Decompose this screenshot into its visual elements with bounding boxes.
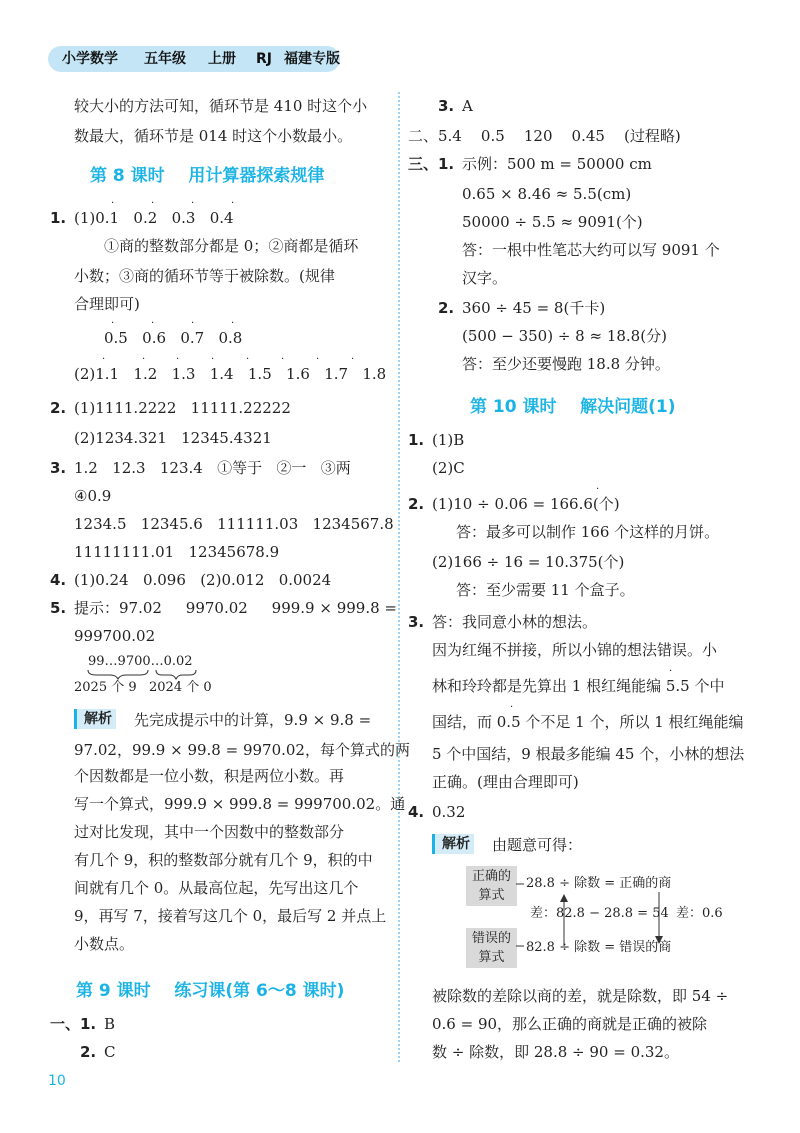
right-q3-number: 3.	[438, 97, 455, 115]
analysis-intro: 由题意可得：	[492, 836, 583, 854]
lesson-8-title: 第 8 课时 用计算器探索规律	[90, 166, 325, 186]
analysis-line-9: 小数点。	[74, 935, 135, 953]
q1-line-3: 小数；③商的循环节等于被除数。(规律	[74, 267, 335, 285]
q3-number: 3.	[50, 459, 67, 477]
q2-line-1: (1)1111.2222 11111.22222	[74, 399, 291, 417]
q2-number: 2.	[50, 399, 67, 417]
part1-number-2: 2.	[80, 1043, 97, 1061]
recurring-dot: ·	[191, 198, 195, 209]
header-region: 福建专版	[284, 51, 340, 67]
part3-q2-line-2: (500 − 350) ÷ 8 ≈ 18.8(分)	[462, 327, 667, 345]
q3-line-1: 1.2 12.3 123.4 ①等于 ②一 ③两	[74, 459, 351, 477]
correct-equation: 28.8 ÷ 除数 = 正确的商	[526, 876, 672, 891]
part3-number-2: 2.	[438, 299, 455, 317]
r3-number: 3.	[408, 613, 425, 631]
r4-number: 4.	[408, 803, 425, 821]
q1-number: 1.	[50, 209, 67, 227]
intro-line-2: 数最大，循环节是 014 时这个小数最小。	[74, 127, 353, 145]
analysis-line-1: 先完成提示中的计算，9.9 × 9.8 =	[134, 711, 372, 729]
brace-nines	[88, 670, 148, 679]
analysis-line-4: 写一个算式，999.9 × 999.8 = 999700.02。通	[74, 795, 406, 813]
part3-q2-line-1: 360 ÷ 45 = 8(千卡)	[462, 299, 606, 317]
q4-line: (1)0.24 0.096 (2)0.012 0.0024	[74, 571, 332, 589]
recurring-dot: ·	[191, 318, 195, 329]
r3-line-1: 答：我同意小林的想法。	[432, 613, 598, 631]
q5-brace-counts: 2025 个 9 2024 个 0	[74, 680, 212, 695]
wrong-equation: 82.8 ÷ 除数 = 错误的商	[526, 940, 672, 955]
r2-line-2: 答：最多可以制作 166 个这样的月饼。	[456, 523, 720, 541]
right-q3-answer: A	[462, 97, 473, 115]
part3-q1-line-2: 0.65 × 8.46 ≈ 5.5(cm)	[462, 185, 632, 203]
quotient-difference: 差：0.6	[676, 906, 723, 921]
r4-answer: 0.32	[432, 803, 466, 821]
recurring-dot: ·	[351, 354, 355, 365]
analysis-line-3: 个因数都是一位小数，积是两位小数。再	[74, 767, 345, 785]
q1-line-6: (2)1.1 1.2 1.3 1.4 1.5 1.6 1.7 1.8	[74, 365, 387, 383]
intro-line-1: 较大小的方法可知，循环节是 410 时这个小	[74, 97, 368, 115]
q4-number: 4.	[50, 571, 67, 589]
brace-zeros	[156, 670, 196, 679]
analysis-tag-right: 解析	[432, 834, 474, 854]
r2-line-4: 答：至少需要 11 个盒子。	[456, 581, 635, 599]
part3-q1-line-3: 50000 ÷ 5.5 ≈ 9091(个)	[462, 213, 643, 231]
wrong-label-line-2: 算式	[478, 950, 505, 965]
q5-braces	[86, 668, 206, 680]
wrong-formula-box	[466, 928, 517, 968]
q1-line-1: (1)0.1 0.2 0.3 0.4	[74, 209, 234, 227]
recurring-dot: ·	[211, 354, 215, 365]
recurring-dot: ·	[510, 702, 514, 713]
r3-line-5: 5 个中国结，9 根最多能编 45 个，小林的想法	[432, 745, 745, 763]
r3-line-3: 林和玲玲都是先算出 1 根红绳能编 5.5 个中	[432, 677, 725, 695]
q5-line-2: 999700.02	[74, 627, 156, 645]
q3-line-3: 1234.5 12345.6 111111.03 1234567.8	[74, 515, 394, 533]
r3-line-4: 国结，而 0.5 个不足 1 个，所以 1 根红绳能编	[432, 713, 744, 731]
q2-line-2: (2)1234.321 12345.4321	[74, 429, 272, 447]
recurring-dot: ·	[669, 666, 673, 677]
q3-line-4: 11111111.01 12345678.9	[74, 543, 280, 561]
q5-line-1: 提示：97.02 9970.02 999.9 × 999.8 =	[74, 599, 397, 617]
part1-label: 一、1.	[50, 1015, 97, 1033]
conclusion-line-1: 被除数的差除以商的差，就是除数，即 54 ÷	[432, 987, 729, 1005]
header-subject: 小学数学	[62, 51, 118, 67]
recurring-dot: ·	[151, 198, 155, 209]
recurring-dot: ·	[246, 354, 250, 365]
part3-label: 三、1.	[408, 155, 455, 173]
q5-brace-number: 99…9700…0.02	[88, 654, 193, 669]
part3-q2-line-3: 答：至少还要慢跑 18.8 分钟。	[462, 355, 670, 373]
r2-line-3: (2)166 ÷ 16 = 10.375(个)	[432, 553, 625, 571]
recurring-dot: ·	[151, 318, 155, 329]
r2-number: 2.	[408, 495, 425, 513]
analysis-line-5: 过对比发现，其中一个因数中的整数部分	[74, 823, 345, 841]
recurring-dot: ·	[596, 484, 600, 495]
recurring-dot: ·	[231, 318, 235, 329]
recurring-dot: ·	[142, 354, 146, 365]
r3-line-2: 因为红绳不拼接，所以小锦的想法错误。小	[432, 641, 718, 659]
recurring-dot: ·	[111, 198, 115, 209]
recurring-dot: ·	[281, 354, 285, 365]
conclusion-line-2: 0.6 = 90，那么正确的商就是正确的被除	[432, 1015, 708, 1033]
r1-line-1: (1)B	[432, 431, 465, 449]
book-header-banner	[48, 46, 340, 72]
lesson-10-title: 第 10 课时 解决问题(1)	[470, 397, 676, 417]
wrong-label-line-1: 错误的	[471, 931, 511, 946]
page-number: 10	[48, 1073, 66, 1089]
analysis-line-6: 有几个 9，积的整数部分就有几个 9，积的中	[74, 851, 373, 869]
recurring-dot: ·	[111, 318, 115, 329]
recurring-dot: ·	[316, 354, 320, 365]
correct-label-line-1: 正确的	[471, 869, 511, 884]
r1-line-2: (2)C	[432, 459, 465, 477]
column-divider	[398, 92, 400, 1062]
r3-line-6: 正确。(理由合理即可)	[432, 773, 579, 791]
part2-line: 二、5.4 0.5 120 0.45 (过程略)	[408, 127, 681, 145]
r1-number: 1.	[408, 431, 425, 449]
correct-label-line-2: 算式	[478, 888, 505, 903]
lesson-9-title: 第 9 课时 练习课(第 6～8 课时)	[76, 981, 345, 1001]
part3-q1-line-1: 示例：500 m = 50000 cm	[462, 155, 652, 173]
header-volume: 上册	[208, 51, 236, 67]
recurring-dot: ·	[176, 354, 180, 365]
correct-formula-box	[466, 866, 517, 906]
header-edition: RJ	[256, 51, 272, 67]
analysis-line-7: 间就有几个 0。从最高位起，先写出这几个	[74, 879, 359, 897]
analysis-line-2: 97.02，99.9 × 99.8 = 9970.02，每个算式的两	[74, 741, 410, 759]
analysis-tag: 解析	[74, 709, 116, 729]
conclusion-line-3: 数 ÷ 除数，即 28.8 ÷ 90 = 0.32。	[432, 1043, 679, 1061]
arrowhead-dividend	[560, 894, 568, 902]
q1-line-2: ①商的整数部分都是 0；②商都是循环	[104, 237, 359, 255]
part3-q1-line-5: 汉字。	[462, 269, 508, 287]
r2-line-1: (1)10 ÷ 0.06 = 166.6(个)	[432, 495, 620, 513]
part1-answer-1: B	[104, 1015, 116, 1033]
q3-line-2: ④0.9	[74, 487, 112, 505]
part3-q1-line-4: 答：一根中性笔芯大约可以写 9091 个	[462, 241, 720, 259]
recurring-dot: ·	[102, 354, 106, 365]
part1-answer-2: C	[104, 1043, 116, 1061]
recurring-dot: ·	[231, 198, 235, 209]
q1-line-4: 合理即可)	[74, 295, 140, 313]
q1-line-5: 0.5 0.6 0.7 0.8	[104, 329, 243, 347]
header-grade: 五年级	[144, 51, 186, 67]
difference-equation: 差：82.8 − 28.8 = 54	[530, 906, 669, 921]
q5-number: 5.	[50, 599, 67, 617]
analysis-line-8: 9，再写 7，接着写这几个 0，最后写 2 并点上	[74, 907, 387, 925]
